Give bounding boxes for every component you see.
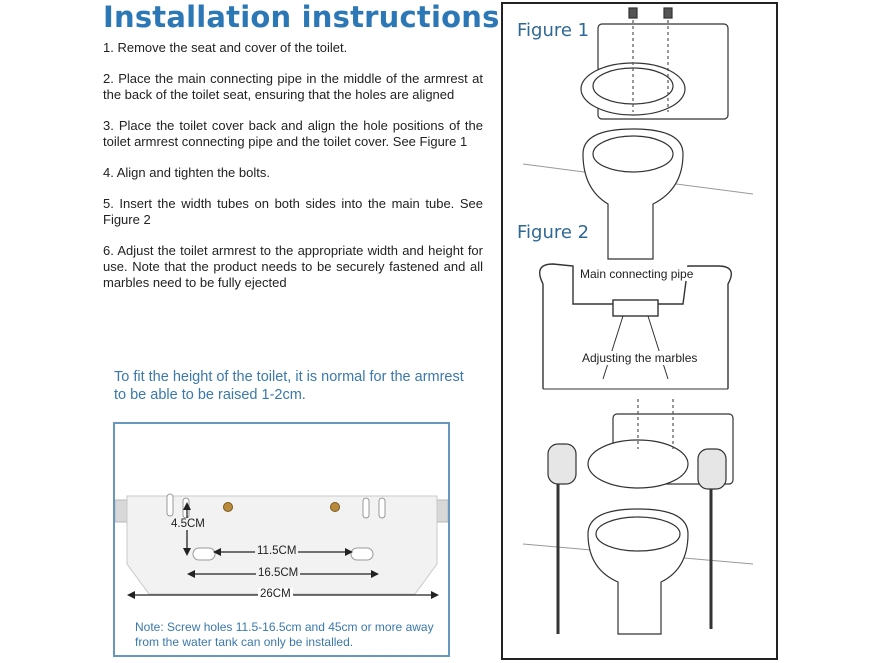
- screw: [331, 503, 340, 512]
- slot: [363, 498, 369, 518]
- oval-hole: [351, 548, 373, 560]
- oval-hole: [193, 548, 215, 560]
- arrow-left-icon: [127, 591, 135, 599]
- marbles-label: Adjusting the marbles: [582, 351, 698, 365]
- main-pipe-label: Main connecting pipe: [580, 267, 694, 281]
- outer-width-label: 26CM: [260, 588, 291, 600]
- bottom-toilet-with-armrests: [523, 399, 753, 634]
- measurement-box: [113, 422, 450, 657]
- page-title: Installation instructions: [103, 0, 500, 34]
- screw-hole-note: Note: Screw holes 11.5-16.5cm and 45cm or more away from the water tank can only be installed.: [135, 620, 434, 649]
- slot: [379, 498, 385, 518]
- step-5: 5. Insert the width tubes on both sides into the main tube. See Figure 2: [103, 196, 483, 227]
- step-1: 1. Remove the seat and cover of the toilet.: [103, 40, 348, 55]
- arrow-right-icon: [431, 591, 439, 599]
- step-2: 2. Place the main connecting pipe in the middle of the armrest at the back of the toilet seat, ensuring that the holes are aligned: [103, 71, 483, 102]
- fit-note: To fit the height of the toilet, it is normal for the armrest to be able to be raised 1-2cm.: [114, 369, 464, 403]
- slot: [167, 494, 173, 516]
- step-6: 6. Adjust the toilet armrest to the appropriate width and height for use. Note that the product needs to be securely fastened and all marbles need to be fully ejected: [103, 243, 483, 290]
- step-4: 4. Align and tighten the bolts.: [103, 165, 270, 180]
- inner-width-label: 11.5CM: [257, 545, 297, 557]
- figures-panel: [501, 2, 778, 660]
- screw: [224, 503, 233, 512]
- steps-list: [103, 40, 483, 306]
- figure2-armrest: [540, 264, 732, 389]
- height-label: 4.5CM: [171, 518, 205, 530]
- middle-width-label: 16.5CM: [258, 567, 299, 579]
- figure1-title: Figure 1: [517, 20, 590, 41]
- step-3: 3. Place the toilet cover back and align the hole positions of the toilet armrest connecting pipe and the toilet cover. See Figure 1: [103, 118, 483, 149]
- figure2-title: Figure 2: [517, 222, 590, 243]
- toilet-illustrations: [503, 4, 776, 658]
